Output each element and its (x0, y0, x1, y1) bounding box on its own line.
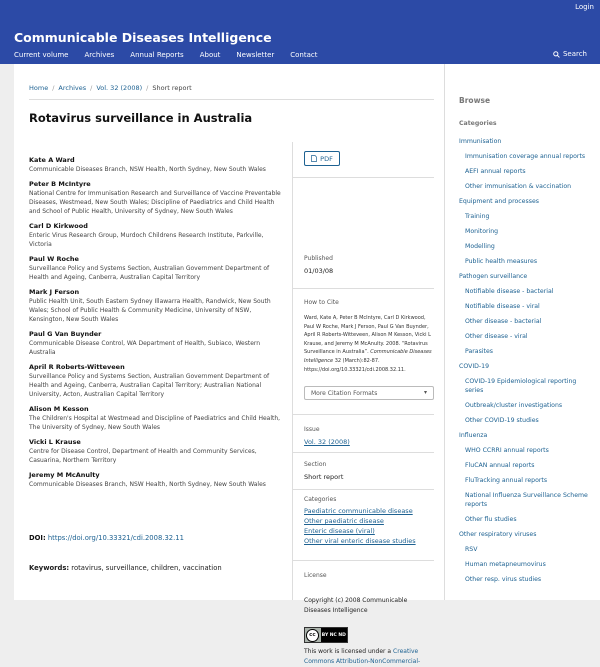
sidebar-category-link[interactable]: Public health measures (465, 258, 538, 265)
author-name: Vicki L Krause (29, 438, 81, 446)
author-name: Mark J Ferson (29, 288, 80, 296)
sidebar-category-link[interactable]: Influenza (459, 432, 488, 439)
breadcrumb-divider (29, 99, 434, 100)
chevron-down-icon: ▾ (423, 389, 427, 396)
issue-link[interactable]: Vol. 32 (2008) (304, 438, 350, 446)
nav-archives[interactable]: Archives (84, 51, 115, 59)
doi-row (29, 534, 184, 542)
sidebar-category-link[interactable]: Immunisation (459, 138, 502, 145)
author-affiliation: Surveillance Policy and Systems Section, Australian Government Department of Health and Ageing, Canberra, Australian Capital Territory; Australian National University, Acton, Australian Capital Territory (29, 373, 270, 398)
details-divider (293, 414, 434, 415)
breadcrumb-separator: / (90, 84, 93, 92)
sidebar-categories-label: Categories (459, 120, 497, 127)
author-item (29, 222, 284, 249)
nav-annual-reports[interactable]: Annual Reports (130, 51, 184, 59)
sidebar-category-link[interactable]: Other disease - viral (465, 333, 528, 340)
category-link[interactable]: Other paediatric disease (304, 517, 384, 525)
nav-newsletter[interactable]: Newsletter (236, 51, 275, 59)
author-affiliation: The Children's Hospital at Westmead and Discipline of Paediatrics and Child Health, The University of Sydney, New South Wales (29, 415, 281, 431)
cite-label: How to Cite (304, 299, 339, 306)
author-affiliation: Communicable Disease Control, WA Department of Health, Subiaco, Western Australia (29, 340, 261, 356)
author-item (29, 330, 284, 357)
author-item (29, 438, 284, 465)
sidebar-category-link[interactable]: Other resp. virus studies (465, 576, 542, 583)
keywords-label: Keywords: (29, 564, 70, 572)
category-link[interactable]: Enteric disease (viral) (304, 527, 375, 535)
citation-journal: Communicable Diseases Intelligence (304, 349, 432, 364)
cc-icon: cc (306, 629, 319, 642)
citation-authors: Ward, Kate A, Peter B McIntyre, Carl D Kirkwood, Paul W Roche, Mark J Ferson, Paul G Van Buynder, April R Roberts-Witteveen, Alison M Kesson, Vicki L Krause, and Jeremy M McAnulty. 2008. “Rotavirus Surveillance in Australia”. (304, 315, 431, 356)
search-label: Search (562, 50, 587, 58)
author-item (29, 156, 284, 174)
citation-formats-label: More Citation Formats (311, 389, 378, 397)
breadcrumb-volume[interactable]: Vol. 32 (2008) (96, 84, 143, 92)
main-content (14, 64, 444, 665)
category-link[interactable]: Paediatric communicable disease (304, 507, 413, 515)
license-text: Copyright (c) 2008 Communicable Diseases Intelligence (304, 597, 408, 614)
author-affiliation: Enteric Virus Research Group, Murdoch Childrens Research Institute, Parkville, Victoria (29, 232, 264, 248)
breadcrumb-separator: / (146, 84, 149, 92)
license-link[interactable]: Creative (393, 648, 419, 655)
sidebar-category-link[interactable]: Outbreak/cluster investigations (465, 402, 563, 409)
sidebar-category-list (459, 137, 594, 590)
details-divider (293, 177, 434, 178)
nav-about[interactable]: About (199, 51, 221, 59)
sidebar-heading: Browse (459, 96, 491, 105)
author-affiliation: Surveillance Policy and Systems Section, Australian Government Department of Health and Ageing, Canberra, Australian Capital Territory (29, 265, 270, 281)
sidebar-category-link[interactable]: Other disease - bacterial (465, 318, 542, 325)
sidebar-category-link[interactable]: COVID-19 Epidemiological reporting series (465, 378, 577, 394)
sidebar-category-link[interactable]: Other respiratory viruses (459, 531, 537, 538)
login-link[interactable]: Login (575, 3, 594, 11)
sidebar-category-link[interactable]: AEFI annual reports (465, 168, 526, 175)
section-value: Short report (304, 473, 344, 481)
published-label: Published (304, 255, 333, 262)
file-pdf-icon (311, 155, 317, 162)
author-name: Paul G Van Buynder (29, 330, 102, 338)
author-affiliation: Public Health Unit, South Eastern Sydney Illawarra Health, Randwick, New South Wales; School of Public Health & Community Medicine, University of NSW, Kensington, New South Wales (29, 298, 271, 323)
doi-link[interactable]: https://doi.org/10.33321/cdi.2008.32.11 (47, 534, 184, 542)
pdf-button[interactable] (304, 151, 340, 166)
author-name: Paul W Roche (29, 255, 79, 263)
breadcrumb-home[interactable]: Home (29, 84, 49, 92)
author-list (29, 156, 284, 495)
browse-sidebar (444, 64, 600, 600)
author-affiliation: Communicable Diseases Branch, NSW Health, North Sydney, New South Wales (29, 481, 266, 488)
sidebar-category-link[interactable]: FluTracking annual reports (465, 477, 548, 484)
author-item (29, 363, 284, 399)
sidebar-category-link[interactable]: Parasites (465, 348, 493, 355)
sidebar-category-link[interactable]: WHO CCRRI annual reports (465, 447, 549, 454)
author-name: Kate A Ward (29, 156, 75, 164)
section-label: Section (304, 461, 327, 468)
sidebar-category-link[interactable]: COVID-19 (459, 363, 490, 370)
doi-label: DOI: (29, 534, 46, 542)
author-item (29, 180, 284, 216)
site-header (0, 0, 600, 64)
breadcrumb (29, 84, 192, 92)
nav-current-volume[interactable]: Current volume (14, 51, 69, 59)
author-affiliation: National Centre for Immunisation Research and Surveillance of Vaccine Preventable Diseases, Westmead, New South Wales; Discipline of Paediatrics and Child Health and School of Public Health, University of Sydney, New South Wales (29, 190, 281, 215)
site-title[interactable]: Communicable Diseases Intelligence (14, 30, 272, 45)
sidebar-category-link[interactable]: Other immunisation & vaccination (465, 183, 572, 190)
author-name: April R Roberts-Witteveen (29, 363, 125, 371)
search-button[interactable] (553, 50, 587, 58)
breadcrumb-separator: / (52, 84, 55, 92)
main-nav (14, 51, 318, 59)
categories-label: Categories (304, 496, 337, 503)
author-item (29, 471, 284, 489)
category-link[interactable]: Other viral enteric disease studies (304, 537, 416, 545)
sidebar-category-link[interactable]: Other flu studies (465, 516, 517, 523)
author-affiliation: Communicable Diseases Branch, NSW Health, North Sydney, New South Wales (29, 166, 266, 173)
nav-contact[interactable]: Contact (290, 51, 318, 59)
license-label: License (304, 572, 327, 579)
sidebar-category-link[interactable]: Pathogen surveillance (459, 273, 528, 280)
published-date: 01/03/08 (304, 267, 334, 275)
citation-text (304, 314, 436, 374)
author-affiliation: Centre for Disease Control, Department of Health and Community Services, Casuarina, Northern Territory (29, 448, 257, 464)
search-icon (553, 51, 560, 58)
page-title: Rotavirus surveillance in Australia (29, 111, 253, 125)
author-item (29, 405, 284, 432)
sidebar-category-link[interactable]: Other COVID-19 studies (465, 417, 539, 424)
sidebar-category-link[interactable]: Immunisation coverage annual reports (465, 153, 586, 160)
by-nc-nd-icon: BY NC ND (321, 628, 347, 642)
sidebar-category-link[interactable]: FluCAN annual reports (465, 462, 535, 469)
keywords-value: rotavirus, surveillance, children, vaccination (71, 564, 222, 572)
column-divider (292, 142, 293, 600)
details-divider (293, 489, 434, 490)
sidebar-category-link[interactable]: Notifiable disease - bacterial (465, 288, 554, 295)
sidebar-category-link[interactable]: Notifiable disease - viral (465, 303, 540, 310)
author-name: Peter B McIntyre (29, 180, 91, 188)
details-divider (293, 288, 434, 289)
license-note-prefix: This work is licensed under a (304, 648, 392, 655)
license-note (304, 647, 436, 667)
sidebar-category-link[interactable]: Modelling (465, 243, 495, 250)
license-link-continued[interactable]: Commons Attribution-NonCommercial- (304, 658, 421, 665)
keywords-row (29, 564, 222, 572)
author-item (29, 255, 284, 282)
sidebar-category-link[interactable]: National Influenza Surveillance Scheme reports (465, 492, 588, 508)
issue-label: Issue (304, 426, 320, 433)
pdf-label: PDF (320, 154, 333, 163)
author-name: Carl D Kirkwood (29, 222, 88, 230)
breadcrumb-current: Short report (152, 84, 192, 92)
author-name: Alison M Kesson (29, 405, 89, 413)
citation-rest: 32 (March):82-87. https://doi.org/10.33321/cdi.2008.32.11. (304, 357, 406, 373)
sidebar-category-link[interactable]: Training (465, 213, 490, 220)
sidebar-category-link[interactable]: RSV (465, 546, 478, 553)
sidebar-category-link[interactable]: Human metapneumovirus (465, 561, 546, 568)
sidebar-category-link[interactable]: Equipment and processes (459, 198, 539, 205)
author-name: Jeremy M McAnulty (29, 471, 100, 479)
cc-license-badge[interactable] (304, 627, 348, 643)
details-divider (293, 452, 434, 453)
breadcrumb-archives[interactable]: Archives (58, 84, 87, 92)
citation-formats-dropdown[interactable] (304, 386, 434, 400)
sidebar-category-link[interactable]: Monitoring (465, 228, 499, 235)
details-divider (293, 560, 434, 561)
author-item (29, 288, 284, 324)
